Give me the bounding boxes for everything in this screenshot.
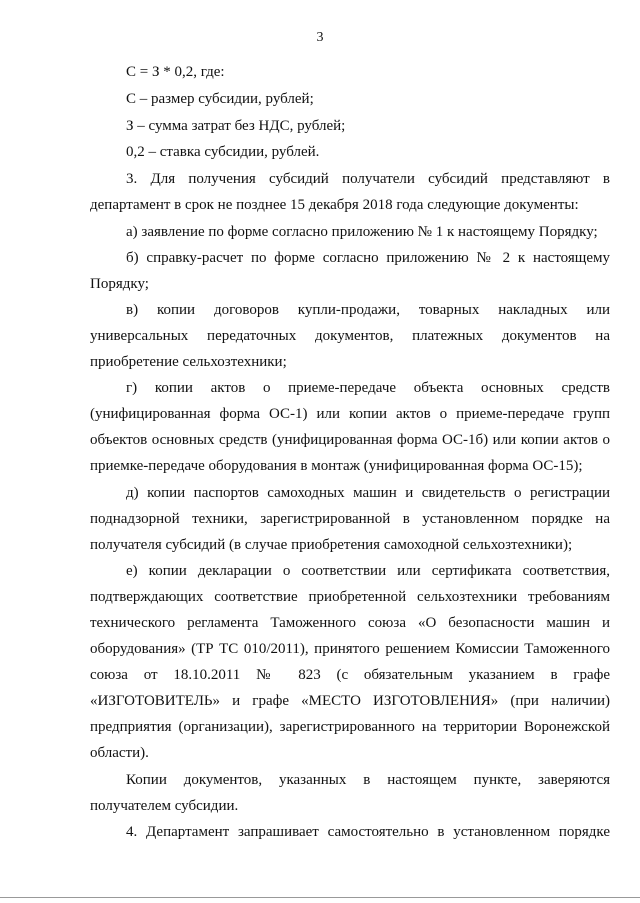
definition-line: 0,2 – ставка субсидии, рублей.: [126, 144, 320, 160]
list-item-line: Порядку;: [90, 276, 149, 292]
list-item-line: объектов основных средств (унифицированная форма ОС-1б) или копии актов о: [90, 432, 610, 448]
paragraph-line: 3. Для получения субсидий получатели субсидий представляют в: [126, 171, 610, 187]
paragraph-line: 4. Департамент запрашивает самостоятельно в установленном порядке: [126, 824, 610, 840]
definition-line: З – сумма затрат без НДС, рублей;: [126, 118, 346, 134]
list-item-line: (унифицированная форма ОС-1) или копии актов о приеме-передаче групп: [90, 406, 610, 422]
list-item-line: союза от 18.10.2011 № 823 (с обязательным указанием в графе: [90, 667, 610, 683]
definition-line: С – размер субсидии, рублей;: [126, 91, 314, 107]
list-item-line: приобретение сельхозтехники;: [90, 354, 287, 370]
formula-line: С = З * 0,2, где:: [126, 64, 225, 80]
list-item-line: оборудования» (ТР ТС 010/2011), принятого решением Комиссии Таможенного: [90, 641, 610, 657]
paragraph-line: получателем субсидии.: [90, 798, 239, 814]
list-item-line: универсальных передаточных документов, платежных документов на: [90, 328, 610, 344]
list-item-line: области).: [90, 745, 149, 761]
paragraph-line: департамент в срок не позднее 15 декабря 2018 года следующие документы:: [90, 197, 579, 213]
list-item-line: подтверждающих соответствие приобретенной сельхозтехники требованиям: [90, 589, 610, 605]
page-number: 3: [316, 30, 324, 45]
list-item-line: получателя субсидий (в случае приобретения самоходной сельхозтехники);: [90, 537, 573, 553]
list-item-line: в) копии договоров купли-продажи, товарных накладных или: [126, 302, 610, 318]
list-item-line: технического регламента Таможенного союза «О безопасности машин и: [90, 615, 610, 631]
paragraph-line: Копии документов, указанных в настоящем пункте, заверяются: [126, 772, 610, 788]
list-item-line: поднадзорной техники, зарегистрированной в установленном порядке на: [90, 511, 610, 527]
list-item-line: е) копии декларации о соответствии или сертификата соответствия,: [126, 563, 610, 579]
list-item-line: г) копии актов о приеме-передаче объекта основных средств: [126, 380, 610, 396]
list-item-line: предприятия (организации), зарегистрированного на территории Воронежской: [90, 719, 610, 735]
bottom-edge-divider: [0, 897, 640, 898]
list-item-line: д) копии паспортов самоходных машин и свидетельств о регистрации: [126, 485, 610, 501]
list-item-line: приемке-передаче оборудования в монтаж (унифицированная форма ОС-15);: [90, 458, 583, 474]
list-item-line: б) справку-расчет по форме согласно приложению № 2 к настоящему: [126, 250, 610, 266]
list-item-line: а) заявление по форме согласно приложению № 1 к настоящему Порядку;: [126, 224, 598, 240]
list-item-line: «ИЗГОТОВИТЕЛЬ» и графе «МЕСТО ИЗГОТОВЛЕНИЯ» (при наличии): [90, 693, 610, 709]
